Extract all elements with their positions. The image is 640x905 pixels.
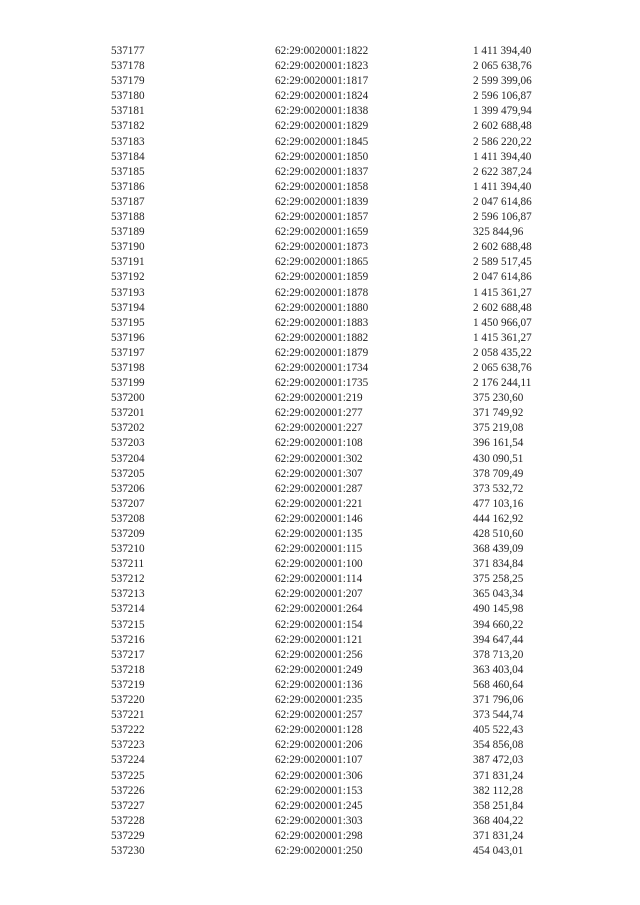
cadastral-number-cell: 62:29:0020001:219 — [275, 392, 363, 405]
row-id-cell: 537219 — [111, 678, 145, 691]
row-id-cell: 537190 — [111, 241, 145, 254]
cadastral-number-cell: 62:29:0020001:250 — [275, 844, 363, 857]
cadastral-value-cell: 394 647,44 — [473, 633, 524, 646]
cadastral-value-cell: 2 586 220,22 — [473, 135, 532, 148]
cadastral-number-cell: 62:29:0020001:221 — [275, 497, 363, 510]
cadastral-value-cell: 2 065 638,76 — [473, 361, 532, 374]
row-id-cell: 537209 — [111, 528, 145, 540]
row-id-cell: 537199 — [111, 377, 145, 390]
row-id-cell: 537228 — [111, 814, 145, 827]
table-row — [0, 316, 640, 331]
table-row — [0, 542, 640, 557]
table-row — [0, 663, 640, 678]
cadastral-number-cell: 62:29:0020001:1882 — [275, 331, 369, 344]
table-row — [0, 89, 640, 104]
cadastral-number-cell: 62:29:0020001:1817 — [275, 75, 369, 88]
cadastral-number-cell: 62:29:0020001:136 — [275, 678, 363, 691]
row-id-cell: 537196 — [111, 331, 145, 344]
row-id-cell: 537197 — [111, 346, 145, 359]
row-id-cell: 537224 — [111, 754, 145, 767]
cadastral-value-cell: 490 145,98 — [473, 603, 524, 616]
row-id-cell: 537204 — [111, 452, 145, 465]
table-row — [0, 150, 640, 165]
cadastral-value-cell: 1 411 394,40 — [473, 45, 532, 57]
row-id-cell: 537201 — [111, 407, 145, 420]
row-id-cell: 537225 — [111, 769, 145, 782]
row-id-cell: 537205 — [111, 467, 145, 480]
cadastral-value-cell: 2 602 688,48 — [473, 120, 532, 133]
row-id-cell: 537207 — [111, 497, 145, 510]
cadastral-value-cell: 2 602 688,48 — [473, 241, 532, 254]
cadastral-number-cell: 62:29:0020001:108 — [275, 437, 363, 450]
table-row — [0, 104, 640, 119]
cadastral-number-cell: 62:29:0020001:1883 — [275, 316, 369, 329]
cadastral-value-cell: 2 596 106,87 — [473, 211, 532, 224]
row-id-cell: 537211 — [111, 558, 145, 571]
row-id-cell: 537187 — [111, 195, 145, 208]
row-id-cell: 537227 — [111, 799, 145, 812]
cadastral-value-cell: 387 472,03 — [473, 754, 524, 767]
cadastral-value-cell: 428 510,60 — [473, 528, 524, 540]
table-row — [0, 286, 640, 301]
table-row — [0, 59, 640, 74]
cadastral-number-cell: 62:29:0020001:1857 — [275, 211, 369, 224]
cadastral-number-cell: 62:29:0020001:1838 — [275, 105, 369, 118]
cadastral-value-cell: 375 258,25 — [473, 573, 524, 586]
cadastral-number-cell: 62:29:0020001:100 — [275, 558, 363, 571]
cadastral-number-cell: 62:29:0020001:146 — [275, 512, 363, 525]
table-row — [0, 119, 640, 134]
table-row — [0, 195, 640, 210]
row-id-cell: 537179 — [111, 75, 145, 88]
table-row — [0, 482, 640, 497]
row-id-cell: 537186 — [111, 180, 145, 193]
cadastral-value-cell: 2 047 614,86 — [473, 271, 532, 284]
row-id-cell: 537221 — [111, 709, 145, 722]
row-id-cell: 537182 — [111, 120, 145, 133]
cadastral-number-cell: 62:29:0020001:1839 — [275, 195, 369, 208]
cadastral-value-cell: 325 844,96 — [473, 226, 524, 239]
table-row — [0, 376, 640, 391]
cadastral-value-cell: 2 622 387,24 — [473, 165, 532, 178]
cadastral-value-cell: 371 831,24 — [473, 769, 524, 782]
cadastral-number-cell: 62:29:0020001:249 — [275, 663, 363, 676]
cadastral-value-cell: 371 749,92 — [473, 407, 524, 420]
cadastral-value-cell: 363 403,04 — [473, 663, 524, 676]
cadastral-number-cell: 62:29:0020001:1859 — [275, 271, 369, 284]
table-row — [0, 240, 640, 255]
table-row — [0, 678, 640, 693]
row-id-cell: 537184 — [111, 150, 145, 163]
row-id-cell: 537198 — [111, 361, 145, 374]
table-row — [0, 753, 640, 768]
cadastral-number-cell: 62:29:0020001:1850 — [275, 150, 369, 163]
table-row — [0, 135, 640, 150]
cadastral-value-cell: 375 230,60 — [473, 392, 524, 405]
table-row — [0, 210, 640, 225]
cadastral-value-cell: 371 796,06 — [473, 694, 524, 707]
cadastral-number-cell: 62:29:0020001:277 — [275, 407, 363, 420]
row-id-cell: 537177 — [111, 45, 145, 57]
row-id-cell: 537220 — [111, 694, 145, 707]
table-row — [0, 180, 640, 195]
table-row — [0, 814, 640, 829]
cadastral-value-cell: 454 043,01 — [473, 844, 524, 857]
row-id-cell: 537222 — [111, 724, 145, 737]
table-row — [0, 467, 640, 482]
cadastral-value-cell: 371 834,84 — [473, 558, 524, 571]
cadastral-value-cell: 394 660,22 — [473, 618, 524, 631]
cadastral-value-cell: 375 219,08 — [473, 422, 524, 435]
cadastral-value-cell: 2 065 638,76 — [473, 60, 532, 73]
table-row — [0, 738, 640, 753]
cadastral-value-cell: 378 713,20 — [473, 648, 524, 661]
cadastral-number-cell: 62:29:0020001:1823 — [275, 60, 369, 73]
cadastral-number-cell: 62:29:0020001:257 — [275, 709, 363, 722]
cadastral-number-cell: 62:29:0020001:1659 — [275, 226, 369, 239]
cadastral-number-cell: 62:29:0020001:287 — [275, 482, 363, 495]
row-id-cell: 537213 — [111, 588, 145, 601]
cadastral-value-cell: 358 251,84 — [473, 799, 524, 812]
table-row — [0, 331, 640, 346]
table-row — [0, 406, 640, 421]
table-row — [0, 270, 640, 285]
table-row — [0, 391, 640, 406]
cadastral-value-cell: 2 596 106,87 — [473, 90, 532, 103]
table-row — [0, 44, 640, 59]
table-row — [0, 587, 640, 602]
cadastral-value-cell: 1 411 394,40 — [473, 180, 532, 193]
table-row — [0, 346, 640, 361]
row-id-cell: 537192 — [111, 271, 145, 284]
cadastral-number-cell: 62:29:0020001:235 — [275, 694, 363, 707]
cadastral-number-cell: 62:29:0020001:207 — [275, 588, 363, 601]
row-id-cell: 537229 — [111, 829, 145, 842]
cadastral-number-cell: 62:29:0020001:1873 — [275, 241, 369, 254]
cadastral-value-cell: 1 411 394,40 — [473, 150, 532, 163]
table-row — [0, 225, 640, 240]
table-row — [0, 301, 640, 316]
cadastral-number-cell: 62:29:0020001:135 — [275, 528, 363, 540]
cadastral-value-cell: 354 856,08 — [473, 739, 524, 752]
table-row — [0, 572, 640, 587]
cadastral-number-cell: 62:29:0020001:1845 — [275, 135, 369, 148]
table-row — [0, 784, 640, 799]
cadastral-number-cell: 62:29:0020001:1734 — [275, 361, 369, 374]
cadastral-number-cell: 62:29:0020001:256 — [275, 648, 363, 661]
cadastral-value-cell: 368 404,22 — [473, 814, 524, 827]
cadastral-number-cell: 62:29:0020001:128 — [275, 724, 363, 737]
cadastral-number-cell: 62:29:0020001:264 — [275, 603, 363, 616]
row-id-cell: 537183 — [111, 135, 145, 148]
cadastral-value-cell: 444 162,92 — [473, 512, 524, 525]
row-id-cell: 537178 — [111, 60, 145, 73]
row-id-cell: 537200 — [111, 392, 145, 405]
table-row — [0, 557, 640, 572]
cadastral-number-cell: 62:29:0020001:1865 — [275, 256, 369, 269]
table-row — [0, 421, 640, 436]
cadastral-number-cell: 62:29:0020001:206 — [275, 739, 363, 752]
cadastral-number-cell: 62:29:0020001:114 — [275, 573, 363, 586]
cadastral-value-cell: 378 709,49 — [473, 467, 524, 480]
cadastral-number-cell: 62:29:0020001:303 — [275, 814, 363, 827]
cadastral-number-cell: 62:29:0020001:1735 — [275, 377, 369, 390]
table-row — [0, 436, 640, 451]
cadastral-value-cell: 1 415 361,27 — [473, 331, 532, 344]
cadastral-value-cell: 405 522,43 — [473, 724, 524, 737]
table-row — [0, 452, 640, 467]
cadastral-value-cell: 2 058 435,22 — [473, 346, 532, 359]
cadastral-number-cell: 62:29:0020001:1880 — [275, 301, 369, 314]
row-id-cell: 537188 — [111, 211, 145, 224]
cadastral-value-cell: 373 544,74 — [473, 709, 524, 722]
row-id-cell: 537223 — [111, 739, 145, 752]
cadastral-number-cell: 62:29:0020001:227 — [275, 422, 363, 435]
row-id-cell: 537189 — [111, 226, 145, 239]
cadastral-number-cell: 62:29:0020001:153 — [275, 784, 363, 797]
table-row — [0, 633, 640, 648]
cadastral-number-cell: 62:29:0020001:307 — [275, 467, 363, 480]
table-row — [0, 361, 640, 376]
cadastral-value-cell: 477 103,16 — [473, 497, 524, 510]
table-row — [0, 165, 640, 180]
cadastral-value-cell: 368 439,09 — [473, 543, 524, 556]
row-id-cell: 537216 — [111, 633, 145, 646]
row-id-cell: 537191 — [111, 256, 145, 269]
table-row — [0, 799, 640, 814]
row-id-cell: 537195 — [111, 316, 145, 329]
cadastral-number-cell: 62:29:0020001:1822 — [275, 45, 369, 57]
cadastral-number-cell: 62:29:0020001:245 — [275, 799, 363, 812]
table-row — [0, 618, 640, 633]
cadastral-number-cell: 62:29:0020001:1837 — [275, 165, 369, 178]
row-id-cell: 537194 — [111, 301, 145, 314]
row-id-cell: 537208 — [111, 512, 145, 525]
cadastral-number-cell: 62:29:0020001:1858 — [275, 180, 369, 193]
table-row — [0, 255, 640, 270]
cadastral-number-cell: 62:29:0020001:1878 — [275, 286, 369, 299]
cadastral-value-cell: 2 176 244,11 — [473, 377, 532, 390]
row-id-cell: 537215 — [111, 618, 145, 631]
table-row — [0, 693, 640, 708]
cadastral-value-cell: 2 047 614,86 — [473, 195, 532, 208]
row-id-cell: 537180 — [111, 90, 145, 103]
cadastral-number-cell: 62:29:0020001:1824 — [275, 90, 369, 103]
row-id-cell: 537202 — [111, 422, 145, 435]
table-row — [0, 769, 640, 784]
cadastral-number-cell: 62:29:0020001:121 — [275, 633, 363, 646]
cadastral-number-cell: 62:29:0020001:1879 — [275, 346, 369, 359]
cadastral-number-cell: 62:29:0020001:1829 — [275, 120, 369, 133]
row-id-cell: 537206 — [111, 482, 145, 495]
cadastral-value-cell: 568 460,64 — [473, 678, 524, 691]
cadastral-value-cell: 1 415 361,27 — [473, 286, 532, 299]
row-id-cell: 537218 — [111, 663, 145, 676]
table-row — [0, 527, 640, 542]
row-id-cell: 537203 — [111, 437, 145, 450]
table-row — [0, 829, 640, 844]
cadastral-value-cell: 1 399 479,94 — [473, 105, 532, 118]
cadastral-value-cell: 371 831,24 — [473, 829, 524, 842]
row-id-cell: 537210 — [111, 543, 145, 556]
table-row — [0, 648, 640, 663]
table-row — [0, 512, 640, 527]
cadastral-value-cell: 373 532,72 — [473, 482, 524, 495]
cadastral-number-cell: 62:29:0020001:302 — [275, 452, 363, 465]
cadastral-number-cell: 62:29:0020001:107 — [275, 754, 363, 767]
row-id-cell: 537212 — [111, 573, 145, 586]
row-id-cell: 537185 — [111, 165, 145, 178]
table-row — [0, 708, 640, 723]
cadastral-value-cell: 396 161,54 — [473, 437, 524, 450]
table-row — [0, 723, 640, 738]
table-row — [0, 74, 640, 89]
cadastral-number-cell: 62:29:0020001:115 — [275, 543, 363, 556]
row-id-cell: 537193 — [111, 286, 145, 299]
cadastral-number-cell: 62:29:0020001:306 — [275, 769, 363, 782]
cadastral-value-cell: 430 090,51 — [473, 452, 524, 465]
cadastral-value-cell: 2 589 517,45 — [473, 256, 532, 269]
cadastral-value-cell: 1 450 966,07 — [473, 316, 532, 329]
cadastral-value-table — [0, 44, 640, 859]
row-id-cell: 537181 — [111, 105, 145, 118]
cadastral-number-cell: 62:29:0020001:298 — [275, 829, 363, 842]
row-id-cell: 537226 — [111, 784, 145, 797]
cadastral-value-cell: 2 602 688,48 — [473, 301, 532, 314]
row-id-cell: 537214 — [111, 603, 145, 616]
table-row — [0, 602, 640, 617]
table-row — [0, 497, 640, 512]
row-id-cell: 537230 — [111, 844, 145, 857]
cadastral-value-cell: 365 043,34 — [473, 588, 524, 601]
row-id-cell: 537217 — [111, 648, 145, 661]
cadastral-value-cell: 2 599 399,06 — [473, 75, 532, 88]
cadastral-value-cell: 382 112,28 — [473, 784, 523, 797]
cadastral-number-cell: 62:29:0020001:154 — [275, 618, 363, 631]
table-row — [0, 844, 640, 859]
